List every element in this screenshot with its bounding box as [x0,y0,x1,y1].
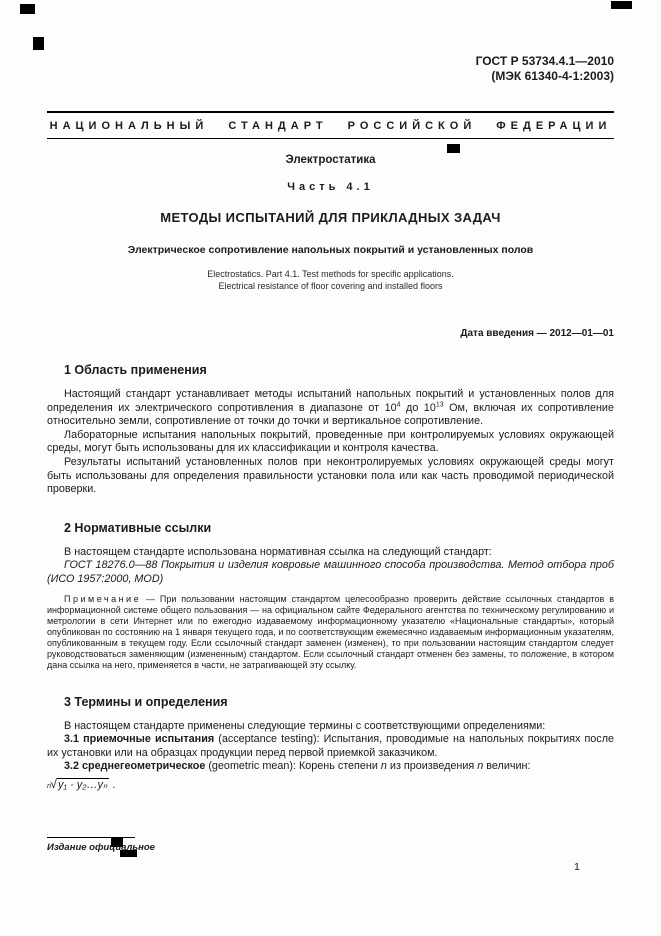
doc-number-iec: (МЭК 61340-4-1:2003) [491,68,614,83]
doc-title-en [47,268,614,292]
section-2-heading: 2 Нормативные ссылки [64,520,212,535]
paragraph-scope-2: Лабораторные испытания напольных покрытий, проведенные при контролируемых условиях окружающей среды, могут быть использованы для их классификации и контроля качества. [47,428,614,455]
doc-part: Часть 4.1 [287,181,374,193]
standard-type-banner [47,111,614,139]
doc-header [47,54,614,83]
title-block [47,154,614,292]
paragraph-scope-1 [47,388,614,429]
term-name: среднегеометрическое [82,760,206,773]
term-definition-3-1 [47,733,614,760]
term-english: (acceptance testing): [218,733,320,746]
geometric-mean-formula [47,777,614,791]
term-definition-3-2 [47,760,614,774]
doc-title: МЕТОДЫ ИСПЫТАНИЙ ДЛЯ ПРИКЛАДНЫХ ЗАДАЧ [160,210,501,225]
paragraph-text: Ом, включая их сопротивление относительно земли, сопротивление от точки до точки и вертикальное сопротивление. [47,401,614,428]
variable-n: n [380,760,387,773]
scan-artifact [447,144,460,153]
scan-artifact [33,37,44,50]
term-number: 3.2 [64,760,80,773]
paragraph-text: Настоящий стандарт устанавливает методы испытаний напольных покрытий и установленных полов для определения их электрического сопротивления в диапазоне от 10 [47,388,614,414]
term-name: приемочные испытания [83,733,215,746]
variable-n: n [477,760,484,773]
term-text: Испытания, проводимые на напольных покрытиях после их установки или на образцах продукции перед первой приемкой заказчиком. [47,733,615,759]
term-text: из произведения [389,760,475,773]
normative-reference: ГОСТ 18276.0—88 Покрытия и изделия ковровые машинного способа производства. Метод отбора проб (ИСО 1957:2000, MOD) [47,559,614,585]
effective-date: Дата введения — 2012—01—01 [460,328,614,339]
term-text: Корень степени [298,760,378,773]
paragraph-scope-3: Результаты испытаний установленных полов при неконтролируемых условиях окружающей среды могут быть использованы для определения правильности установки пола или как часть проводимой периодической проверки. [47,455,614,496]
doc-number: ГОСТ Р 53734.4.1—2010 [475,54,614,68]
root-index: n [47,780,52,790]
footer-rule [47,837,135,838]
paragraph-terms-intro: В настоящем стандарте применены следующие термины с соответствующими определениями: [64,719,546,732]
doc-subtitle: Электрическое сопротивление напольных покрытий и установленных полов [127,244,534,256]
scan-artifact [611,1,632,9]
scan-artifact [20,4,35,14]
term-text: величин: [486,760,531,773]
note-label: Примечание [64,593,142,604]
doc-title-en-line2: Electrical resistance of floor covering and installed floors [218,281,443,291]
radical-sign: √ [50,776,58,791]
paragraph-references-intro: В настоящем стандарте использована нормативная ссылка на следующий стандарт: [64,545,492,558]
note-text: — При пользовании настоящим стандартом целесообразно проверить действие ссылочных стандартов в информационной системе общего пользования — на официальном сайте Федерального агентства по техническому регулированию и метрологии в сети Интернет или по ежегодно издаваемому информационному указателю «Национальные стандарты», который опубликован по состоянию на 1 января текущего года, и по соответствующим ежемесячно издаваемым информационным указателям, опубликованным в текущем году. Если ссылочный стандарт заменен (изменен), то при пользовании настоящим стандартом следует руководствоваться заменяющим (измененным) стандартом. Если ссылочный стандарт отменен без замены, то положение, в котором дана ссылка на него, применяется в части, не затрагивающей эту ссылку. [47,593,614,670]
term-number: 3.1 [64,733,80,746]
superscript-exponent: 4 [396,401,401,408]
note-block [47,594,614,671]
superscript-exponent: 13 [435,401,444,408]
radicand: y₁ · y₂…yₙ [58,778,108,791]
doc-title-en-line1: Electrostatics. Part 4.1. Test methods for specific applications. [207,269,454,279]
banner-text: НАЦИОНАЛЬНЫЙ СТАНДАРТ РОССИЙСКОЙ ФЕДЕРАЦИИ [49,120,612,132]
page-number: 1 [574,861,580,873]
doc-subject: Электростатика [285,154,376,166]
edition-note: Издание официальное [47,842,155,853]
paragraph-text: до 10 [400,401,436,414]
section-3-heading: 3 Термины и определения [64,694,228,709]
formula-tail: . [109,778,116,791]
section-1-heading: 1 Область применения [64,363,207,377]
term-english: (geometric mean): [208,760,296,773]
